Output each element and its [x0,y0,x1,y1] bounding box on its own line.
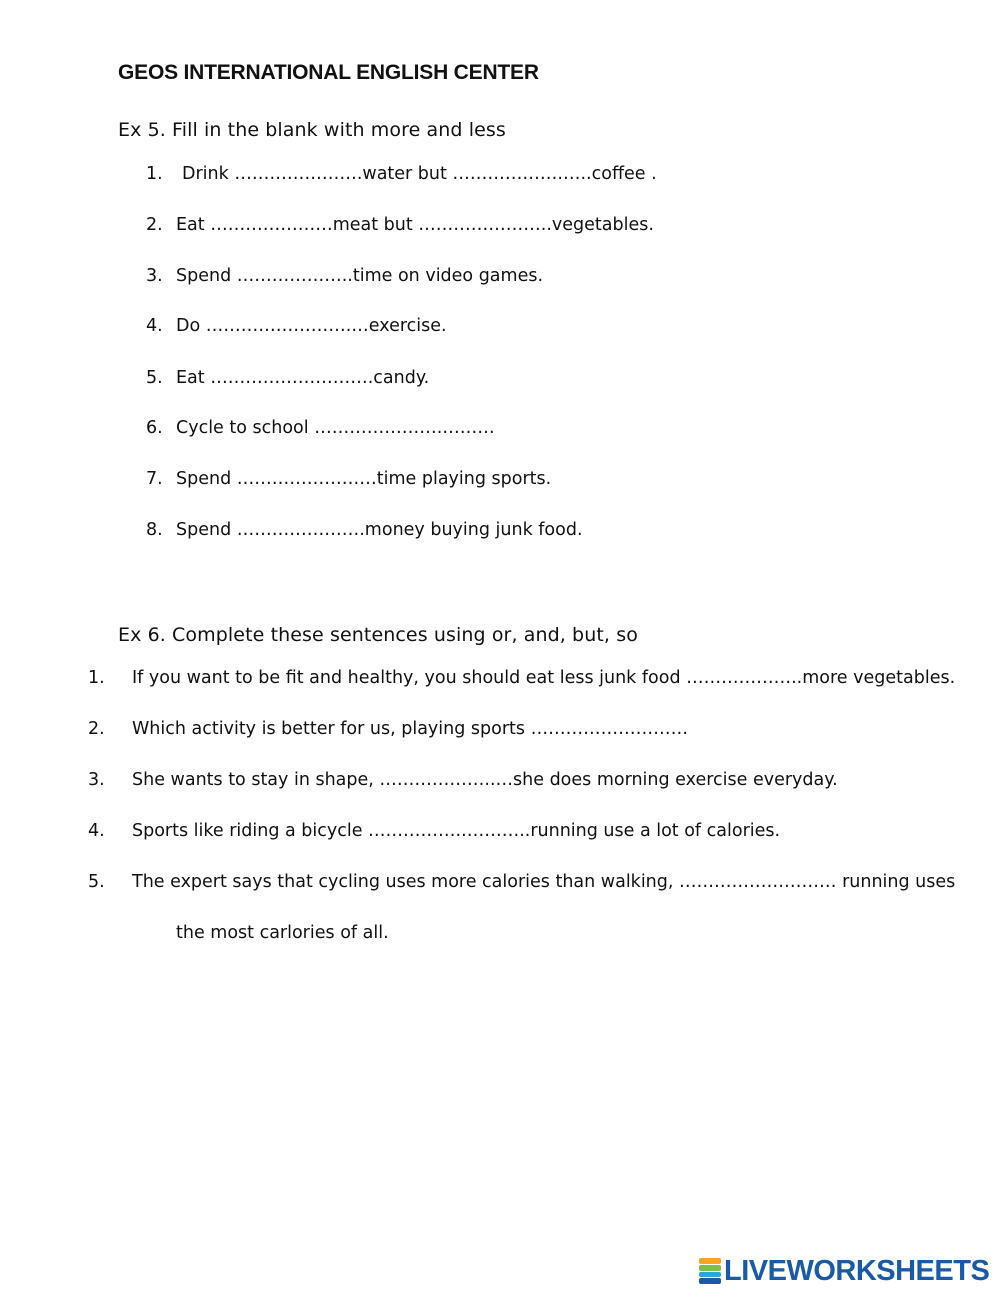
page-title: GEOS INTERNATIONAL ENGLISH CENTER [118,61,539,84]
ex5-item-number: 8. [146,520,163,540]
logo-mark-block [699,1272,721,1278]
ex5-item-number: 2. [146,215,163,235]
ex5-item-text: Eat …………………meat but …………………..vegetables. [176,215,654,235]
ex5-item-text: Do …………………….…exercise. [176,316,447,336]
ex5-item-text: Drink ………………….water but ……………….…..coffee . [182,164,657,184]
ex5-item-number: 1. [146,164,163,184]
ex5-item-text: Spend ………………….money buying junk food. [176,520,583,540]
ex5-item-text: Eat ……………………….candy. [176,368,430,388]
ex5-item-number: 7. [146,469,163,489]
logo-mark-block [699,1258,721,1264]
ex5-item-number: 6. [146,418,163,438]
ex6-heading: Ex 6. Complete these sentences using or, and, but, so [118,624,638,646]
ex6-item-text: The expert says that cycling uses more calories than walking, ……………………… running uses [132,872,956,892]
ex6-item-number: 1. [88,668,105,688]
ex6-item-text: Sports like riding a bicycle ……………..………..running use a lot of calories. [132,821,781,841]
ex5-item-text: Spend ………………..time on video games. [176,266,544,286]
ex5-item-number: 4. [146,316,163,336]
ex6-item-text: If you want to be fit and healthy, you should eat less junk food ………………..more vegetables. [132,668,956,688]
liveworksheets-logo [699,1255,989,1287]
ex5-item-number: 5. [146,368,163,388]
ex6-item-text-continuation: the most carlories of all. [176,923,389,943]
ex5-heading: Ex 5. Fill in the blank with more and less [118,119,506,141]
liveworksheets-logo-icon [699,1258,721,1284]
ex6-item-number: 5. [88,872,105,892]
ex6-item-number: 3. [88,770,105,790]
ex6-item-number: 2. [88,719,105,739]
ex5-item-text: Cycle to school ………………….……… [176,418,495,438]
ex6-item-text: She wants to stay in shape, ………………..…she does morning exercise everyday. [132,770,838,790]
logo-mark-block [699,1265,721,1271]
ex5-item-number: 3. [146,266,163,286]
ex5-item-text: Spend ……………………time playing sports. [176,469,552,489]
ex6-item-number: 4. [88,821,105,841]
logo-mark-block [699,1278,721,1284]
logo-text: LIVEWORKSHEETS [724,1254,990,1287]
ex6-item-text: Which activity is better for us, playing sports ……………………… [132,719,689,739]
